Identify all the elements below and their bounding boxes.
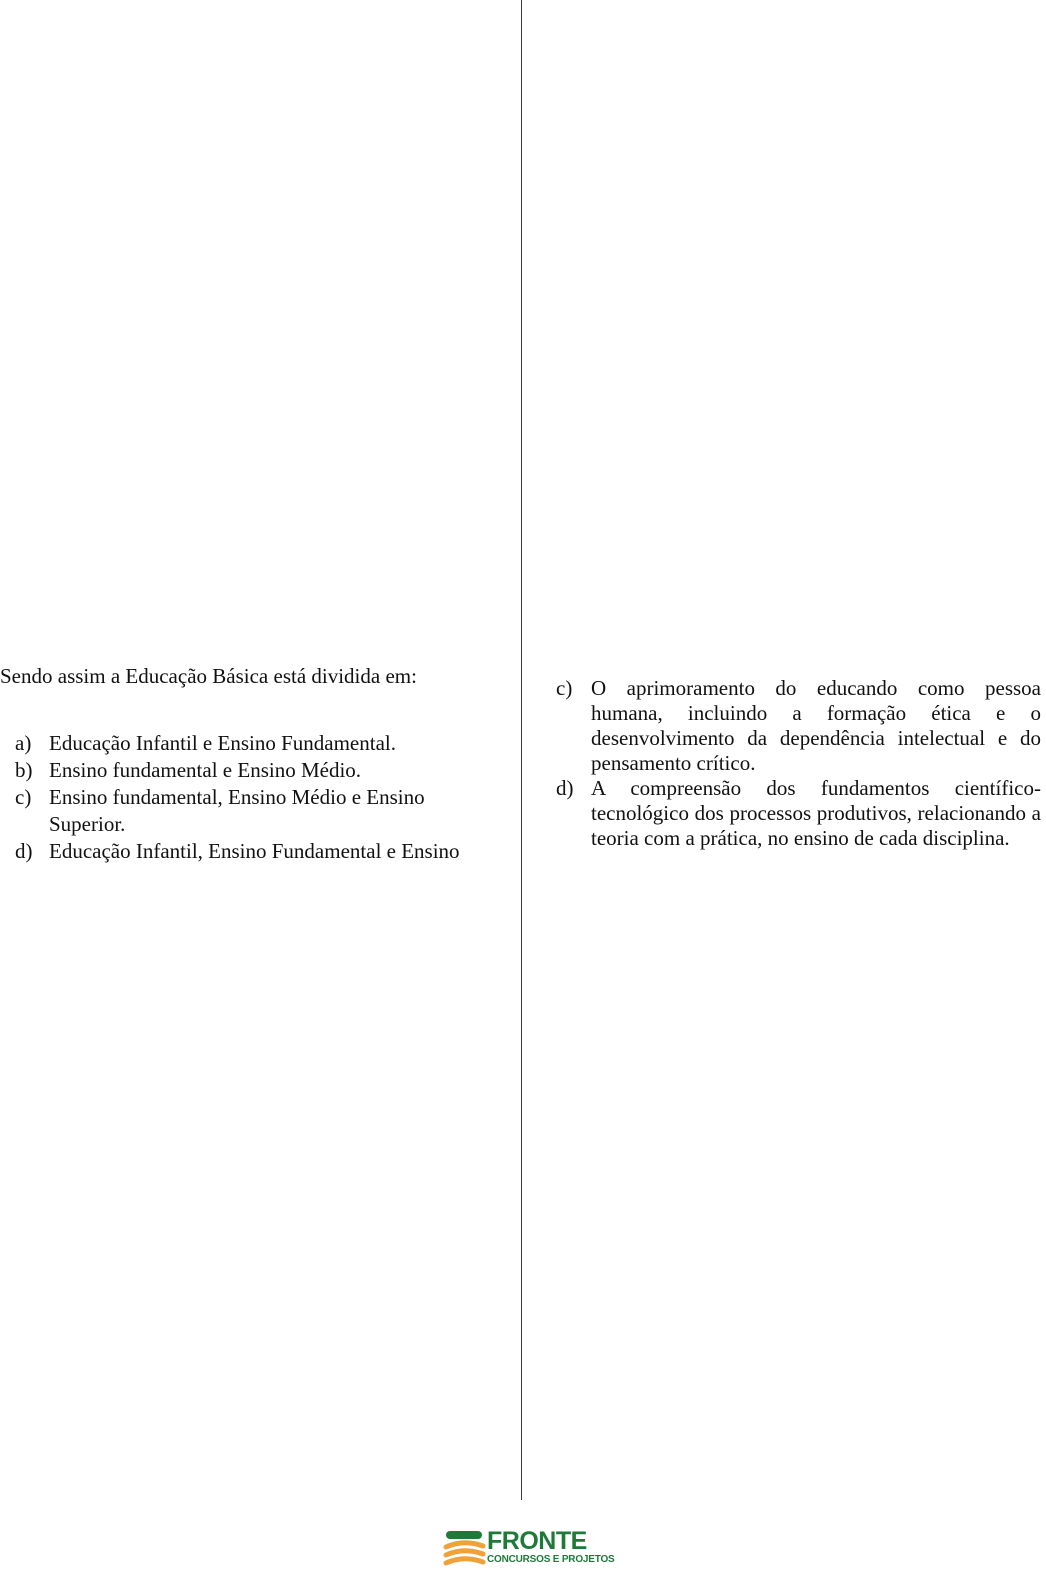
- logo-tagline: CONCURSOS E PROJETOS: [487, 1554, 615, 1565]
- column-divider: [521, 0, 522, 1500]
- option-text: Ensino fundamental e Ensino Médio.: [49, 758, 362, 782]
- option-c[interactable]: [0, 784, 490, 838]
- option-c-right[interactable]: [556, 676, 1046, 776]
- option-text: O aprimoramento do educando como pessoa humana, incluindo a formação ética e o desenvolvimento da dependência intelectual e do pensamento crítico.: [591, 676, 1041, 775]
- option-d[interactable]: [0, 838, 490, 865]
- option-letter: b): [15, 758, 33, 782]
- question-intro: Sendo assim a Educação Básica está dividida em:: [0, 664, 417, 688]
- option-letter: c): [15, 785, 32, 809]
- option-text: Educação Infantil e Ensino Fundamental.: [49, 731, 396, 755]
- option-letter: a): [15, 731, 32, 755]
- right-column: [556, 676, 1046, 851]
- option-letter: c): [556, 676, 573, 700]
- option-d-right[interactable]: [556, 776, 1046, 851]
- option-text: Ensino fundamental, Ensino Médio e Ensino Superior.: [49, 785, 425, 836]
- logo-wordmark: FRONTE: [487, 1527, 587, 1555]
- fronte-logo: [443, 1527, 615, 1571]
- fronte-logo-icon: [443, 1527, 487, 1571]
- option-letter: d): [556, 776, 574, 800]
- option-a[interactable]: [0, 730, 490, 757]
- option-text: Educação Infantil, Ensino Fundamental e Ensino: [49, 839, 460, 863]
- option-b[interactable]: [0, 757, 490, 784]
- left-options-list: [0, 730, 490, 865]
- option-text: A compreensão dos fundamentos científico-tecnológico dos processos produtivos, relacionando a teoria com a prática, no ensino de cada disciplina.: [591, 776, 1041, 850]
- option-letter: d): [15, 839, 33, 863]
- right-options-list: [556, 676, 1046, 851]
- left-column: [0, 663, 490, 865]
